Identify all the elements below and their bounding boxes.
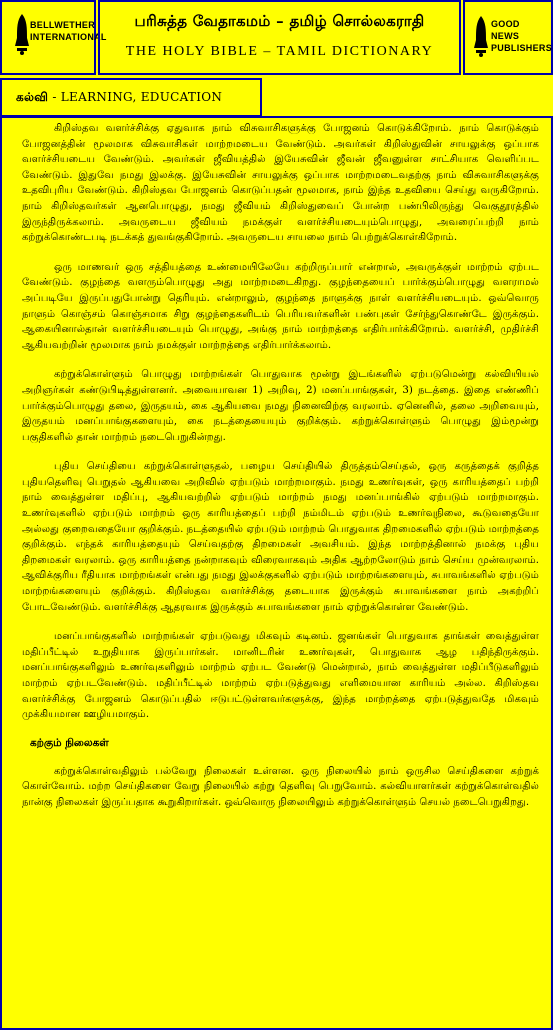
topic-english: - LEARNING, EDUCATION bbox=[48, 90, 223, 104]
paragraph: புதிய செய்தியை கற்றுக்கொள்ளுதல், பழைய செய்தியில் திருத்தம்செய்தல், ஒரு கருத்தைக் குறித்த புதியதெளிவு பெறுதல் ஆகியவை அறிவில் ஏற்படும் மாற்றமாகும். நமது உணர்வுகள், ஒரு காரியத்தைப் பற்றி நாம் வைத்துள்ள மதிப்பு, ஆகியவற்றில் ஏற்படும் மாற்றம் நமது மனப்பாங்கில் ஏற்படும் மாற்றமாகும். உணர்வுகளில் ஏற்படும் மாற்றம் ஒரு காரியத்தைப் பற்றி நம்மிடம் ஏற்படும் உணர்வுநிலை, கூடுவதையோ அல்லது குறைவதையோ குறிக்கும். நடத்தையில் ஏற்படும் மாற்றம் பொதுவாக திறமைகளில் ஏற்படும் மாற்றத்தை குறிக்கும். எந்தக் காரியத்தையும் செய்வதற்கு திறமைகள் அவசியம். இந்த மாற்றத்தினால் நமக்கு புதிய திறமைகள் வரலாம். ஒரு காரியத்தை நன்றாகவும் விரைவாகவும் அதிக ஆற்றலோடும் நாம் செய்ய முன்வரலாம். ஆவிக்குரிய ரீதியாக மாற்றங்கள் என்பது நமது இலக்குகளில் ஏற்படும் மாற்றங்களையும், சுபாவங்களில் ஏற்படும் மாற்றங்களையும் குறிக்கும். கிறிஸ்தவ வளர்ச்சிக்கு தடையாக இருக்கும் சுபாவங்களை நாம் அகற்றிப் போடவேண்டும். வளர்ச்சிக்கு ஆதரவாக இருக்கும் சுபாவங்களை நாம் ஏற்றுக்கொள்ள வேண்டும். bbox=[22, 461, 539, 613]
tamil-title: பரிசுத்த வேதாகமம் – தமிழ் சொல்லகராதி bbox=[134, 12, 425, 30]
topic-heading bbox=[0, 78, 262, 117]
paragraph: கிறிஸ்தவ வளர்ச்சிக்கு ஏதுவாக நாம் விசுவாசிகளுக்கு போஜனம் கொடுக்கிறோம். நாம் கொடுக்கும் போஜனத்தின் மூலமாக விசுவாசிகள் மாற்றமடைய வேண்டும். அவர்கள் கிறிஸ்துவின் சாயலுக்கு ஒப்பாக வளர்ச்சியடைய வேண்டும். அவர்கள் ஜீவியத்தில் இயேசுவின் ஜீவன் ஜீவனுள்ள சாட்சியாக வெளிப்பட வேண்டும். இதுவே நமது இலக்கு. இயேசுவின் சாயலுக்கு ஒப்பாக மாற்றமடைவதற்கு நாம் விசுவாசிகளுக்கு உதவிபுரிய வேண்டும். கிறிஸ்தவ போஜனம் கொடுப்பதன் மூலமாக, நாம் இந்த உதவியை செய்து வருகிறோம். நாம் கிறிஸ்தவர்கள் ஆனபொழுது, நமது ஜீவியம் கிறிஸ்துவைப் போன்ற பண்பிலிருந்து வெகுதூரத்தில் இருந்திருக்கலாம். அவருடைய ஜீவியம் நமக்குள் வளர்ச்சியடையும்பொழுது, அவரைப்பற்றி நாம் கற்றுக்கொண்டபடி நடக்கத் துவங்குகிறோம். அவருடைய சாயலை நாம் பெற்றுக்கொள்கிறோம். bbox=[22, 123, 539, 244]
section-subheading: கற்கும் நிலைகள் bbox=[30, 736, 109, 749]
publisher-mark-icon bbox=[473, 14, 489, 58]
paragraph: ஒரு மாணவர் ஒரு சத்தியத்தை உண்மையிலேயே கற்றிருப்பார் என்றால், அவருக்குள் மாற்றம் ஏற்பட வேண்டும். குழந்தை வளரும்பொழுது அது மாற்றமடைகிறது. குழந்தையைப் பார்க்கும்பொழுது வளராமல் அப்படியே இருப்பதுபோன்று தெரியும். என்றாலும், குழந்தை நாளுக்கு நாள் வளர்ச்சியடையும். ஒவ்வொரு நாளும் கொஞ்சம் கொஞ்சமாக சிறு குழந்தைகளிடம் பெரியவர்களின் பண்புகள் சேர்ந்துகொண்டே இருக்கும். ஆகையினால்தான் வளர்ச்சியடையும் பொழுது, அங்கு நாம் மாற்றத்தை எதிர்பார்க்கிறோம். வளர்ச்சி, முதிர்ச்சி ஆகியவற்றின் மூலமாக நாம் நமக்குள் மாற்றத்தை எதிர்பார்க்கலாம். bbox=[22, 261, 539, 351]
paragraph: கற்றுக்கொள்வதிலும் பல்வேறு நிலைகள் உள்ளன. ஒரு நிலையில் நாம் ஒருசில செய்திகளை கற்றுக் கொள்வோம். மற்ற செய்திகளை வேறு நிலையில் கற்று தெளிவு பெறுவோம். கல்வியாளர்கள் கற்றுக்கொள்வதில் நான்கு நிலைகள் இருப்பதாக கூறுகிறார்கள். ஒவ்வொரு நிலையிலும் கற்றுக்கொள்ளும் செயல் நடைபெறுகிறது. bbox=[22, 765, 539, 808]
bellwether-logo bbox=[0, 0, 107, 75]
title-panel bbox=[98, 0, 461, 75]
paragraph: மனப்பாங்குகளில் மாற்றங்கள் ஏற்படுவது மிகவும் கடினம். ஜனங்கள் பொதுவாக தாங்கள் வைத்துள்ள மதிப்பீட்டில் உறுதியாக இருப்பார்கள். மானிடரின் உணர்வுகள், பொதுவாக ஆழ பதிந்திருக்கும். மனப்பாங்குகளிலும் உணர்வுகளிலும் மாற்றம் ஏற்பட வேண்டு மென்றால், நாம் வைத்துள்ள மதிப்பீடுகளிலும் மாற்றம் ஏற்படவேண்டும். மதிப்பீட்டில் மாற்றம் ஏற்படுத்துவது எளிமையான காரியம் அல்ல. கிறிஸ்தவ வளர்ச்சிக்கு போஜனம் கொடுப்பதில் ஈடுபட்டுள்ளவர்களுக்கு, இந்த மாற்றத்தை ஏற்படுத்துவதே மிகவும் முக்கியமான ஊழியமாகும். bbox=[22, 631, 539, 721]
bell-icon bbox=[14, 12, 30, 56]
english-title: THE HOLY BIBLE – TAMIL DICTIONARY bbox=[125, 44, 434, 59]
good-news-logo bbox=[463, 0, 553, 75]
paragraph: கற்றுக்கொள்ளும் பொழுது மாற்றங்கள் பொதுவாக மூன்று இடங்களில் ஏற்படுமென்று கல்வியியல் அறிஞர்கள் கண்டுபிடித்துள்ளனர். அவையாவன 1) அறிவு, 2) மனப்பாங்குகள், 3) நடத்தை. இதை எண்ணிப் பார்க்கும்பொழுது தலை, இருதயம், கை ஆகியவை நமது நினைவிற்கு வரலாம். ஏனெனில், தலை அறிவையும், இருதயம் மனப்பாங்குகளையும், கை நடத்தையையும் குறிக்கும். கற்றுக்கொள்ளும் பொழுது இம்மூன்று பகுதிகளில் தான் மாற்றம் நடைபெறுகின்றது. bbox=[22, 369, 539, 443]
article-body bbox=[0, 116, 553, 1030]
page-header bbox=[0, 0, 553, 79]
left-logo-text: BELLWETHER INTERNATIONAL bbox=[30, 20, 107, 42]
topic-tamil: கல்வி bbox=[16, 90, 49, 104]
right-logo-text: GOOD NEWS PUBLISHERS bbox=[491, 19, 553, 53]
